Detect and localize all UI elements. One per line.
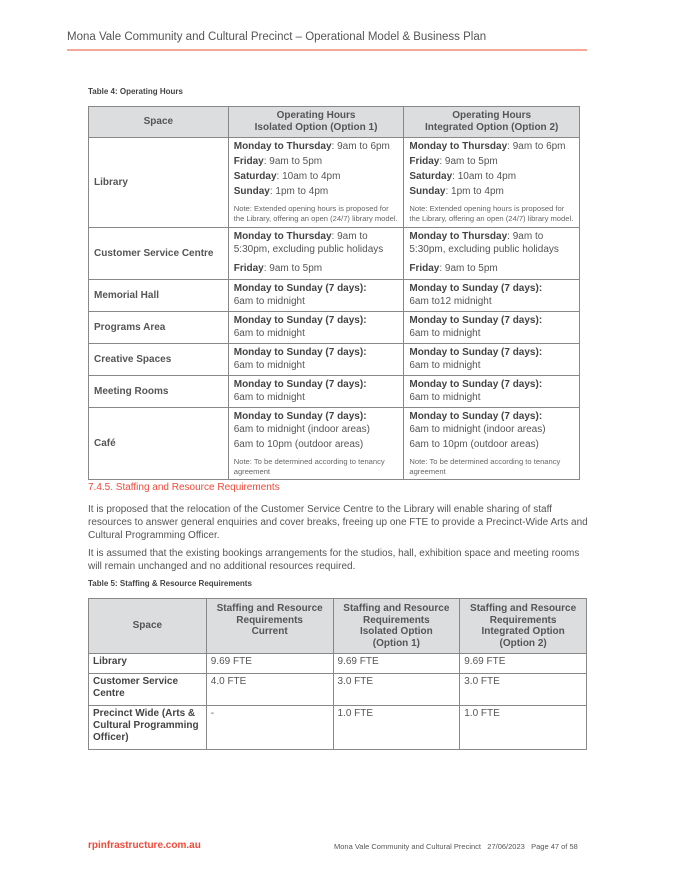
creative-spaces-option1-hours: Monday to Sunday (7 days): 6am to midnight <box>228 344 404 376</box>
csc-option1-hours: Monday to Thursday: 9am to 5:30pm, excluding public holidays Friday: 9am to 5pm <box>228 228 404 280</box>
col-header-line: Operating Hours <box>276 110 356 121</box>
col-header-space: Space <box>89 599 207 654</box>
footer-date: 27/06/2023 <box>487 842 525 851</box>
col-header-space: Space <box>89 107 229 138</box>
table-row <box>89 312 580 344</box>
memorial-hall-option1-hours: Monday to Sunday (7 days): 6am to midnight <box>228 280 404 312</box>
staffing-requirements-table <box>88 598 587 750</box>
footer-doc-name: Mona Vale Community and Cultural Precinct <box>334 842 482 851</box>
footer-page-number: Page 47 of 58 <box>531 842 578 851</box>
programs-area-option1-hours: Monday to Sunday (7 days): 6am to midnight <box>228 312 404 344</box>
row-space-library: Library <box>89 654 207 674</box>
cell-current: - <box>206 706 333 750</box>
table5-caption: Table 5: Staffing & Resource Requirements <box>88 579 252 588</box>
table-row <box>89 674 587 706</box>
cell-option1: 9.69 FTE <box>333 654 460 674</box>
meeting-rooms-option1-hours: Monday to Sunday (7 days): 6am to midnight <box>228 376 404 408</box>
library-note: Note: Extended opening hours is proposed for the Library, offering an open (24/7) library model. <box>233 204 398 223</box>
paragraph: It is proposed that the relocation of the Customer Service Centre to the Library will enable sharing of staff resources to answer general enquiries and cover breaks, freeing up one FTE to provide a Precinct-Wide Arts and Cultural Programming Officer. <box>88 504 588 541</box>
paragraph: It is assumed that the existing bookings arrangements for the studios, hall, exhibition space and meeting rooms will remain unchanged and no additional resources required. <box>88 548 580 572</box>
meeting-rooms-option2-hours: Monday to Sunday (7 days): 6am to midnight <box>404 376 580 408</box>
memorial-hall-option2-hours: Monday to Sunday (7 days): 6am to12 midnight <box>404 280 580 312</box>
col-header-isolated-option: Staffing and Resource Requirements Isolated Option (Option 1) <box>333 599 460 654</box>
table-row <box>89 228 580 280</box>
operating-hours-table <box>88 106 580 480</box>
programs-area-option2-hours: Monday to Sunday (7 days): 6am to midnight <box>404 312 580 344</box>
col-header-option1 <box>228 107 404 138</box>
row-space-meeting-rooms: Meeting Rooms <box>89 376 229 408</box>
cafe-option2-hours: Monday to Sunday (7 days): 6am to midnight (indoor areas) 6am to 10pm (outdoor areas) Note: To be determined according to tenancy agreement <box>404 408 580 480</box>
table-row <box>89 408 580 480</box>
col-header-current: Staffing and Resource Requirements Current <box>206 599 333 654</box>
page-header-title: Mona Vale Community and Cultural Precinct – Operational Model & Business Plan <box>67 31 487 43</box>
cell-current: 9.69 FTE <box>206 654 333 674</box>
row-space-cafe: Café <box>89 408 229 480</box>
library-option1-hours: Monday to Thursday: 9am to 6pm Friday: 9am to 5pm Saturday: 10am to 4pm Sunday: 1pm to 4pm Note: Extended opening hours is proposed for the Library, offering an open (24/7) library model. <box>228 138 404 228</box>
cell-option2: 3.0 FTE <box>460 674 587 706</box>
row-space-programs-area: Programs Area <box>89 312 229 344</box>
table-header-row <box>89 599 587 654</box>
cell-option2: 1.0 FTE <box>460 706 587 750</box>
cell-option2: 9.69 FTE <box>460 654 587 674</box>
row-space-library: Library <box>89 138 229 228</box>
row-space-memorial-hall: Memorial Hall <box>89 280 229 312</box>
cafe-option1-hours: Monday to Sunday (7 days): 6am to midnight (indoor areas) 6am to 10pm (outdoor areas) Note: To be determined according to tenancy agreement <box>228 408 404 480</box>
row-space-customer-service-centre: Customer Service Centre <box>89 674 207 706</box>
footer-info <box>334 842 578 851</box>
cell-option1: 3.0 FTE <box>333 674 460 706</box>
cafe-note: Note: To be determined according to tenancy agreement <box>233 457 385 476</box>
library-note: Note: Extended opening hours is proposed for the Library, offering an open (24/7) library model. <box>409 204 574 223</box>
table4-caption: Table 4: Operating Hours <box>88 87 183 96</box>
col-header-integrated-option: Staffing and Resource Requirements Integrated Option (Option 2) <box>460 599 587 654</box>
cell-current: 4.0 FTE <box>206 674 333 706</box>
website-link[interactable]: rpinfrastructure.com.au <box>88 840 201 851</box>
csc-option2-hours: Monday to Thursday: 9am to 5:30pm, excluding public holidays Friday: 9am to 5pm <box>404 228 580 280</box>
cell-option1: 1.0 FTE <box>333 706 460 750</box>
col-header-line: Isolated Option (Option 1) <box>254 122 378 133</box>
creative-spaces-option2-hours: Monday to Sunday (7 days): 6am to midnight <box>404 344 580 376</box>
table-row <box>89 654 587 674</box>
row-space-precinct-wide: Precinct Wide (Arts & Cultural Programming Officer) <box>89 706 207 750</box>
cafe-note: Note: To be determined according to tenancy agreement <box>409 457 561 476</box>
section-heading: 7.4.5. Staffing and Resource Requirements <box>88 482 280 493</box>
row-space-creative-spaces: Creative Spaces <box>89 344 229 376</box>
table-row <box>89 138 580 228</box>
col-header-line: Operating Hours <box>452 110 532 121</box>
table-header-row <box>89 107 580 138</box>
col-header-option2 <box>404 107 580 138</box>
library-option2-hours: Monday to Thursday: 9am to 6pm Friday: 9am to 5pm Saturday: 10am to 4pm Sunday: 1pm to 4pm Note: Extended opening hours is proposed for the Library, offering an open (24/7) library model. <box>404 138 580 228</box>
table-row <box>89 376 580 408</box>
row-space-customer-service-centre: Customer Service Centre <box>89 228 229 280</box>
table-row <box>89 280 580 312</box>
col-header-line: Integrated Option (Option 2) <box>425 122 559 133</box>
table-row <box>89 344 580 376</box>
table-row <box>89 706 587 750</box>
header-divider <box>67 49 587 51</box>
